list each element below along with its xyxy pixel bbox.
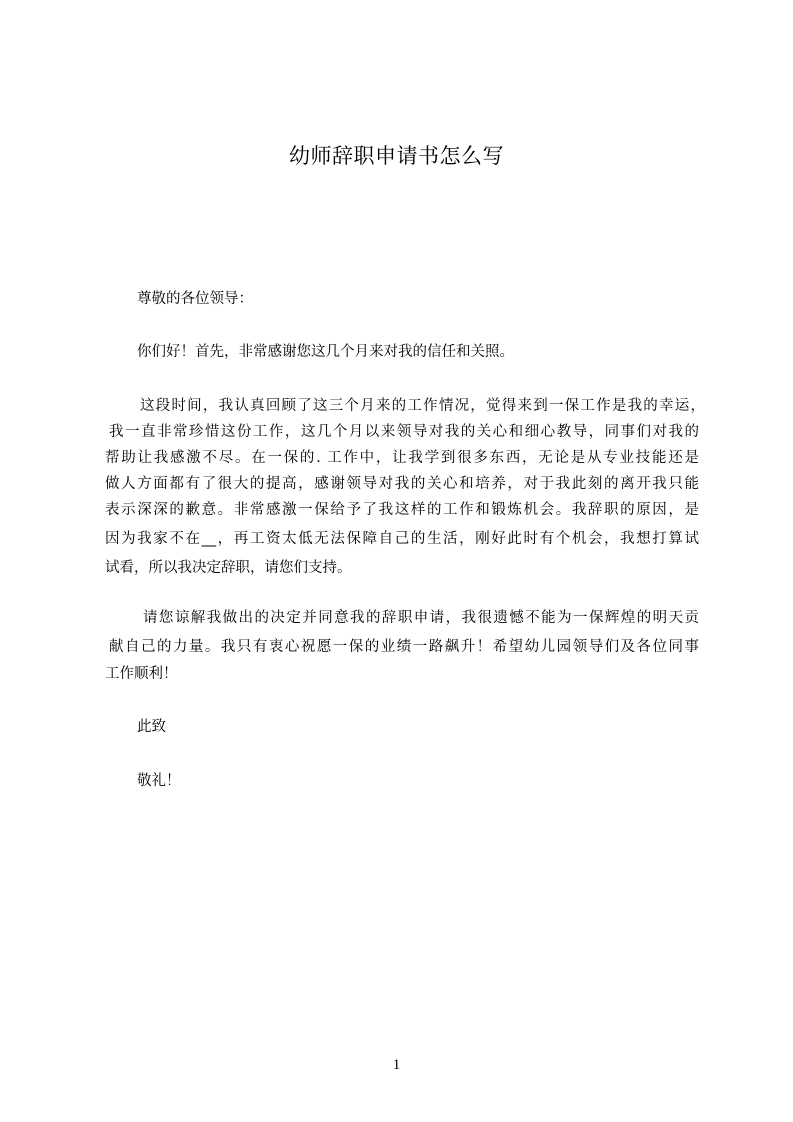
document-title: 幼师辞职申请书怎么写 bbox=[289, 144, 504, 168]
paragraph-1-line: 试看，所以我决定辞职，请您们支持。 bbox=[105, 560, 352, 576]
paragraph-1-line: 做人方面都有了很大的提高，感谢领导对我的关心和培养，对于我此刻的离开我只能 bbox=[105, 476, 699, 492]
paragraph-2-line: 工作顺利！ bbox=[105, 666, 178, 682]
paragraph-1-line: 因为我家不在__，再工资太低无法保障自己的生活，刚好此时有个机会，我想打算试 bbox=[105, 531, 699, 547]
paragraph-1-line: 表示深深的歉意。非常感激一保给予了我这样的工作和锻炼机会。我辞职的原因，是 bbox=[105, 502, 699, 518]
salutation: 尊敬的各位领导： bbox=[137, 291, 253, 307]
paragraph-2-line: 献自己的力量。我只有衷心祝愿一保的业绩一路飙升！希望幼儿园领导们及各位同事 bbox=[109, 639, 699, 655]
closing-line-1: 此致 bbox=[137, 719, 166, 735]
greeting: 你们好！首先，非常感谢您这几个月来对我的信任和关照。 bbox=[137, 344, 514, 360]
paragraph-2-line: 请您谅解我做出的决定并同意我的辞职申请，我很遗憾不能为一保辉煌的明天贡 bbox=[143, 610, 699, 626]
paragraph-1-line: 我一直非常珍惜这份工作，这几个月以来领导对我的关心和细心教导，同事们对我的 bbox=[109, 424, 699, 440]
closing-line-2: 敬礼！ bbox=[137, 773, 181, 789]
paragraph-1-line: 这段时间，我认真回顾了这三个月来的工作情况，觉得来到一保工作是我的幸运， bbox=[140, 398, 705, 414]
page-number: 1 bbox=[392, 1057, 401, 1073]
paragraph-1-line: 帮助让我感激不尽。在一保的. 工作中，让我学到很多东西，无论是从专业技能还是 bbox=[105, 450, 699, 466]
